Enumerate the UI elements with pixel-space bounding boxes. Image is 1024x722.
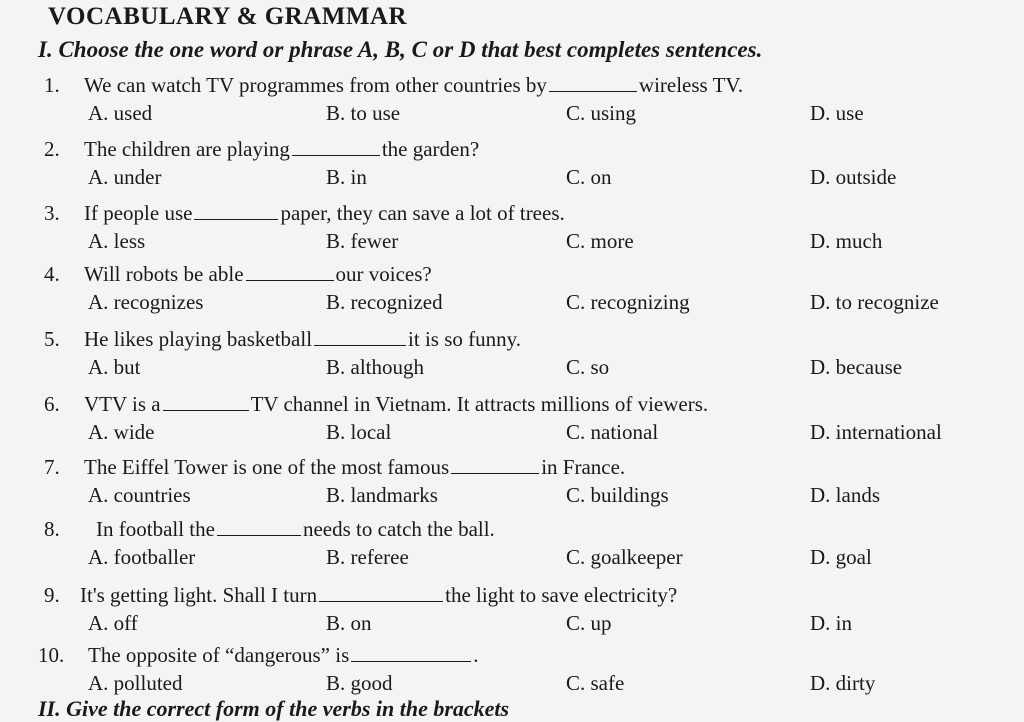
question-item — [0, 583, 1024, 643]
stem-before-blank: He likes playing basketball — [84, 327, 313, 351]
question-stem — [84, 455, 625, 480]
stem-before-blank: In football the — [96, 517, 215, 541]
stem-before-blank: VTV is a — [84, 392, 161, 416]
option-a[interactable]: A. countries — [88, 483, 191, 507]
stem-before-blank: Will robots be able — [84, 262, 244, 286]
stem-after-blank: TV channel in Vietnam. It attracts millions of viewers. — [250, 392, 709, 416]
stem-before-blank: It's getting light. Shall I turn — [80, 583, 318, 607]
question-stem — [84, 327, 521, 352]
question-number: 9. — [44, 583, 60, 607]
question-number: 10. — [38, 643, 65, 667]
stem-after-blank: in France. — [541, 455, 626, 479]
question-number: 5. — [44, 327, 60, 351]
option-d[interactable]: D. dirty — [810, 671, 876, 695]
stem-before-blank: If people use — [84, 201, 193, 225]
answer-blank[interactable] — [351, 645, 471, 662]
stem-before-blank: The Eiffel Tower is one of the most famous — [84, 455, 450, 479]
stem-before-blank: We can watch TV programmes from other countries by — [84, 73, 547, 97]
question-item — [0, 392, 1024, 452]
option-c[interactable]: C. recognizing — [566, 290, 690, 314]
option-d[interactable]: D. to recognize — [810, 290, 939, 314]
option-d[interactable]: D. international — [810, 420, 942, 444]
option-c[interactable]: C. goalkeeper — [566, 545, 683, 569]
page-heading: VOCABULARY & GRAMMAR — [48, 3, 408, 30]
option-b[interactable]: B. local — [326, 420, 392, 444]
option-b[interactable]: B. referee — [326, 545, 409, 569]
option-b[interactable]: B. fewer — [326, 229, 399, 253]
question-item — [0, 643, 1024, 703]
option-c[interactable]: C. on — [566, 165, 612, 189]
question-stem — [84, 262, 432, 287]
answer-blank[interactable] — [319, 585, 443, 602]
question-item — [0, 137, 1024, 197]
question-number: 2. — [44, 137, 60, 161]
answer-blank[interactable] — [246, 264, 334, 281]
option-c[interactable]: C. up — [566, 611, 612, 635]
option-a[interactable]: A. polluted — [88, 671, 183, 695]
option-c[interactable]: C. more — [566, 229, 634, 253]
question-item — [0, 73, 1024, 133]
question-item — [0, 455, 1024, 515]
stem-after-blank: . — [473, 643, 479, 667]
option-d[interactable]: D. much — [810, 229, 883, 253]
stem-after-blank: paper, they can save a lot of trees. — [280, 201, 565, 225]
stem-after-blank: wireless TV. — [638, 73, 744, 97]
option-b[interactable]: B. recognized — [326, 290, 443, 314]
option-a[interactable]: A. less — [88, 229, 146, 253]
option-b[interactable]: B. good — [326, 671, 393, 695]
answer-blank[interactable] — [217, 519, 301, 536]
option-b[interactable]: B. to use — [326, 101, 401, 125]
section-2-title: II. Give the correct form of the verbs in the brackets — [38, 696, 510, 721]
question-item — [0, 517, 1024, 577]
stem-before-blank: The opposite of “dangerous” is — [88, 643, 350, 667]
question-stem — [84, 201, 565, 226]
question-stem — [84, 73, 743, 98]
question-number: 1. — [44, 73, 60, 97]
option-d[interactable]: D. because — [810, 355, 903, 379]
option-a[interactable]: A. used — [88, 101, 153, 125]
option-a[interactable]: A. under — [88, 165, 162, 189]
option-a[interactable]: A. footballer — [88, 545, 196, 569]
question-number: 4. — [44, 262, 60, 286]
question-stem — [84, 392, 708, 417]
option-a[interactable]: A. recognizes — [88, 290, 204, 314]
question-number: 8. — [44, 517, 60, 541]
answer-blank[interactable] — [549, 75, 637, 92]
section-1-title: I. Choose the one word or phrase A, B, C or D that best completes sentences. — [38, 37, 763, 62]
stem-after-blank: it is so funny. — [408, 327, 522, 351]
answer-blank[interactable] — [292, 139, 380, 156]
option-b[interactable]: B. on — [326, 611, 372, 635]
question-item — [0, 327, 1024, 387]
question-stem — [96, 517, 495, 542]
option-a[interactable]: A. wide — [88, 420, 155, 444]
option-a[interactable]: A. off — [88, 611, 138, 635]
stem-after-blank: the light to save electricity? — [445, 583, 678, 607]
answer-blank[interactable] — [163, 394, 249, 411]
question-item — [0, 262, 1024, 322]
option-c[interactable]: C. so — [566, 355, 610, 379]
option-d[interactable]: D. goal — [810, 545, 872, 569]
stem-before-blank: The children are playing — [84, 137, 290, 161]
stem-after-blank: needs to catch the ball. — [302, 517, 495, 541]
question-item — [0, 201, 1024, 261]
stem-after-blank: our voices? — [335, 262, 432, 286]
option-d[interactable]: D. in — [810, 611, 852, 635]
answer-blank[interactable] — [314, 329, 406, 346]
option-b[interactable]: B. although — [326, 355, 424, 379]
question-number: 6. — [44, 392, 60, 416]
question-number: 7. — [44, 455, 60, 479]
answer-blank[interactable] — [451, 457, 539, 474]
option-c[interactable]: C. using — [566, 101, 637, 125]
answer-blank[interactable] — [194, 203, 278, 220]
option-c[interactable]: C. safe — [566, 671, 625, 695]
option-c[interactable]: C. buildings — [566, 483, 669, 507]
option-a[interactable]: A. but — [88, 355, 141, 379]
option-b[interactable]: B. landmarks — [326, 483, 438, 507]
option-d[interactable]: D. use — [810, 101, 864, 125]
question-stem — [80, 583, 677, 608]
question-stem — [84, 137, 479, 162]
option-b[interactable]: B. in — [326, 165, 367, 189]
stem-after-blank: the garden? — [381, 137, 480, 161]
option-c[interactable]: C. national — [566, 420, 659, 444]
option-d[interactable]: D. lands — [810, 483, 880, 507]
question-number: 3. — [44, 201, 60, 225]
option-d[interactable]: D. outside — [810, 165, 897, 189]
question-stem — [88, 643, 479, 668]
